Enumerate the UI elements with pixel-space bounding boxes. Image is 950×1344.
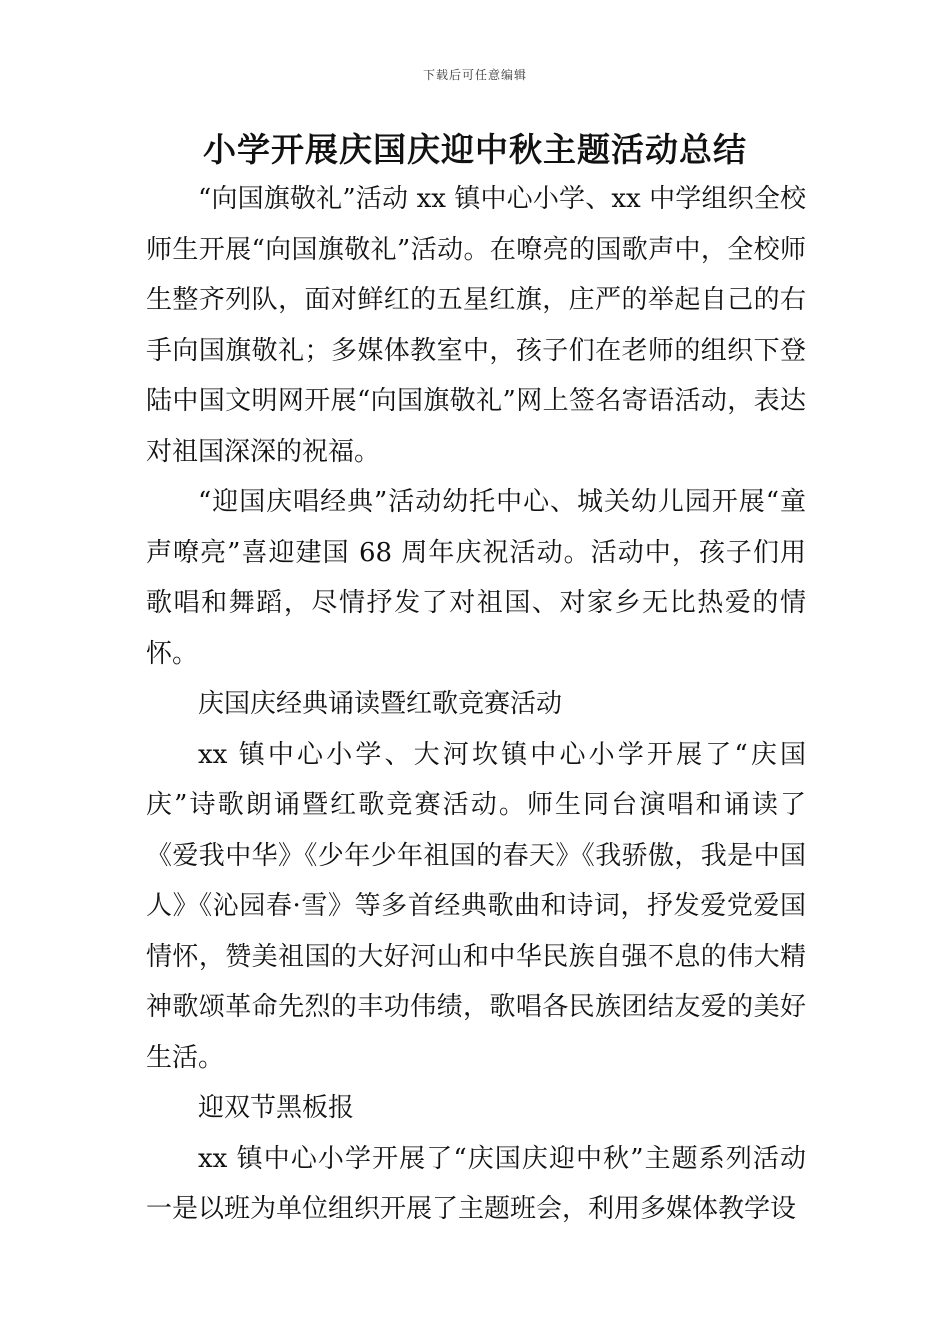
paragraph-theme-activities: xx 镇中心小学开展了“庆国庆迎中秋”主题系列活动一是以班为单位组织开展了主题班会，利用多媒体教学设 — [146, 1143, 806, 1224]
paragraph-national-day-songs: “迎国庆唱经典”活动幼托中心、城关幼儿园开展“童声嘹亮”喜迎建国 68 周年庆祝活动。活动中，孩子们用歌唱和舞蹈，尽情抒发了对祖国、对家乡无比热爱的情怀。 — [146, 487, 806, 669]
header-note: 下载后可任意编辑 — [422, 68, 527, 82]
paragraph-flag-salute: “向国旗敬礼”活动 xx 镇中心小学、xx 中学组织全校师生开展“向国旗敬礼”活动。在嘹亮的国歌声中，全校师生整齐列队，面对鲜红的五星红旗，庄严的举起自己的右手向国旗敬礼；多媒体教室中，孩子们在老师的组织下登陆中国文明网开展“向国旗敬礼”网上签名寄语活动，表达对祖国深深的祝福。 — [146, 184, 806, 467]
paragraph-recitation-contest: xx 镇中心小学、大河坎镇中心小学开展了“庆国庆”诗歌朗诵暨红歌竞赛活动。师生同台演唱和诵读了《爱我中华》《少年少年祖国的春天》《我骄傲，我是中国人》《沁园春·雪》等多首经典歌曲和诗词，抒发爱党爱国情怀，赞美祖国的大好河山和中华民族自强不息的伟大精神歌颂革命先烈的丰功伟绩，歌唱各民族团结友爱的美好生活。 — [146, 739, 806, 1073]
document-body — [146, 174, 806, 1235]
section-heading-blackboard: 迎双节黑板报 — [198, 1093, 355, 1123]
document-title: 小学开展庆国庆迎中秋主题活动总结 — [203, 130, 747, 169]
section-heading-recitation: 庆国庆经典诵读暨红歌竞赛活动 — [198, 689, 563, 719]
